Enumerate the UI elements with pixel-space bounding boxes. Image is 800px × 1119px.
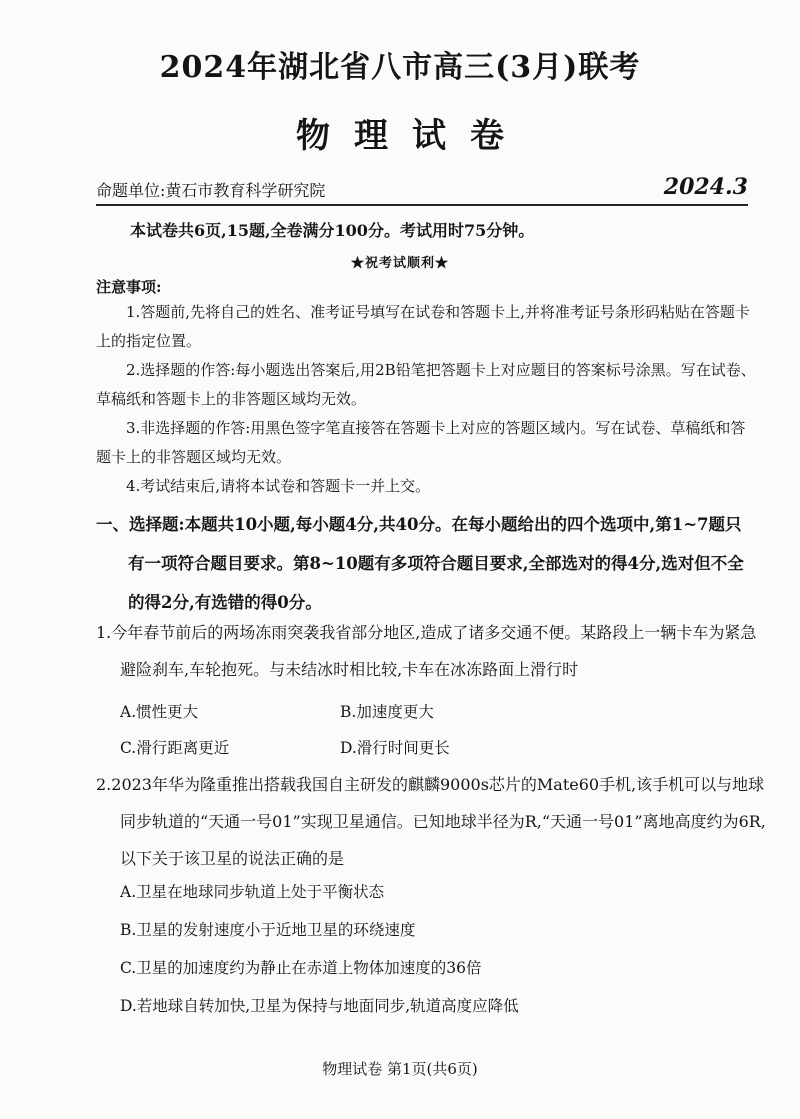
question-1-option-a: A.惯性更大	[120, 703, 199, 721]
exam-info: 本试卷共6页,15题,全卷满分100分。考试用时75分钟。	[130, 221, 535, 240]
good-luck-banner: ★祝考试顺利★	[350, 256, 449, 271]
question-2-stem: 2.2023年华为隆重推出搭载我国自主研发的麒麟9000s芯片的Mate60手机,该手机可以与地球同步轨道的“天通一号01”实现卫星通信。已知地球半径为R,“天通一号01”离地高度约为6R,以下关于该卫星的说法正确的是	[96, 775, 766, 868]
notice-item: 3.非选择题的作答:用黑色签字笔直接答在答题卡上对应的答题区域内。写在试卷、草稿纸和答题卡上的非答题区域均无效。	[96, 419, 746, 466]
meta-row	[96, 174, 748, 204]
question-2-option-d: D.若地球自转加快,卫星为保持与地面同步,轨道高度应降低	[120, 997, 519, 1015]
question-2-option-b: B.卫星的发射速度小于近地卫星的环绕速度	[120, 921, 416, 939]
notice-item: 4.考试结束后,请将本试卷和答题卡一并上交。	[126, 477, 431, 495]
header-divider	[96, 204, 748, 206]
question-1-option-c: C.滑行距离更近	[120, 739, 230, 757]
notice-item: 1.答题前,先将自己的姓名、准考证号填写在试卷和答题卡上,并将准考证号条形码粘贴在答题卡上的指定位置。	[96, 303, 750, 350]
exam-title: 2024年湖北省八市高三(3月)联考	[159, 50, 641, 85]
notice-item: 2.选择题的作答:每小题选出答案后,用2B铅笔把答题卡上对应题目的答案标号涂黑。写在试卷、草稿纸和答题卡上的非答题区域均无效。	[96, 361, 756, 408]
question-1-option-d: D.滑行时间更长	[340, 739, 450, 757]
question-1-option-b: B.加速度更大	[340, 703, 434, 721]
page-footer: 物理试卷 第1页(共6页)	[322, 1060, 478, 1078]
section-heading: 一、选择题:本题共10小题,每小题4分,共40分。在每小题给出的四个选项中,第1~7题只有一项符合题目要求。第8~10题有多项符合题目要求,全部选对的得4分,选对但不全的得2分,有选错的得0分。	[96, 515, 744, 612]
issuer-text: 命题单位:黄石市教育科学研究院	[96, 181, 326, 200]
notice-heading: 注意事项:	[96, 278, 162, 296]
subject-title: 物理试卷	[296, 116, 528, 156]
question-1-stem: 1.今年春节前后的两场冻雨突袭我省部分地区,造成了诸多交通不便。某路段上一辆卡车为紧急避险刹车,车轮抱死。与未结冰时相比较,卡车在冰冻路面上滑行时	[96, 623, 757, 679]
exam-date: 2024.3	[663, 174, 748, 200]
question-2-option-a: A.卫星在地球同步轨道上处于平衡状态	[120, 883, 385, 901]
question-2-option-c: C.卫星的加速度约为静止在赤道上物体加速度的36倍	[120, 959, 482, 977]
